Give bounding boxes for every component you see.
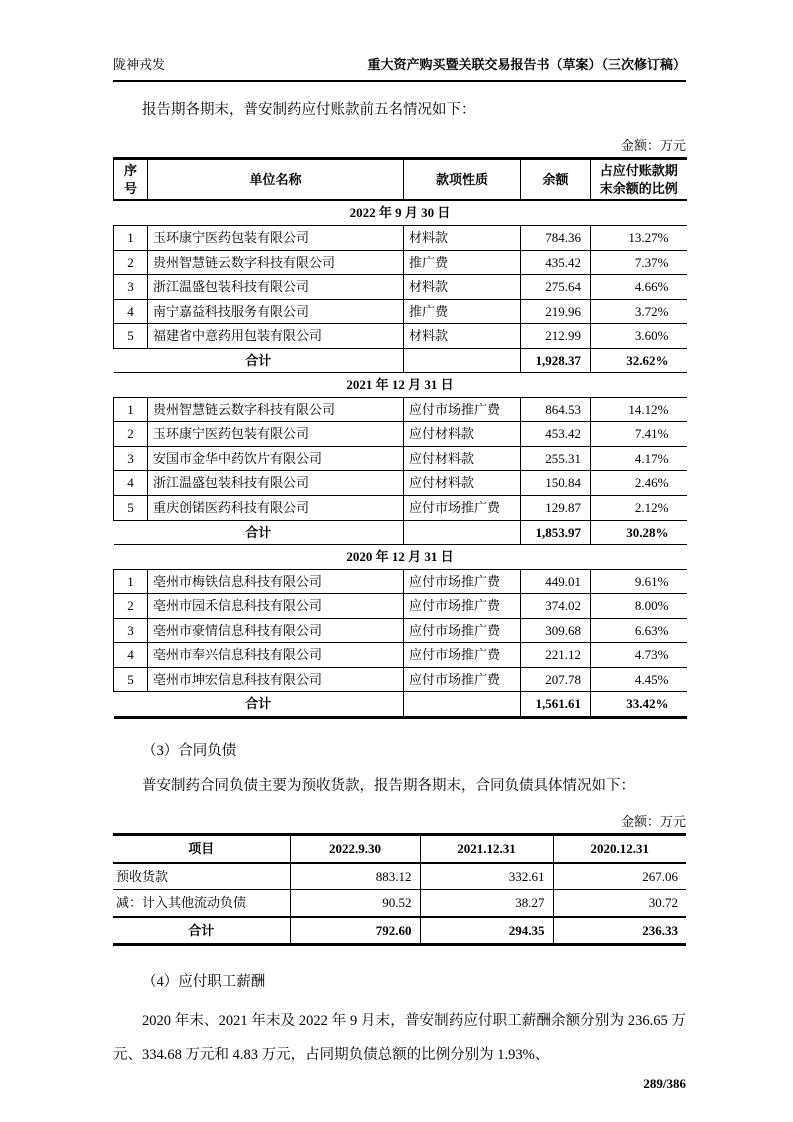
total-value-2022: 792.60 — [290, 917, 420, 945]
section4-heading: （4）应付职工薪酬 — [142, 974, 266, 991]
cell-seq: 1 — [114, 397, 148, 422]
cell-company: 亳州市豪情信息科技有限公司 — [148, 618, 404, 643]
total-empty-cell — [404, 348, 521, 373]
cell-ratio: 4.66% — [591, 275, 687, 300]
contract-liabilities-table — [113, 833, 686, 946]
cell-company: 浙江温盛包装科技有限公司 — [148, 471, 404, 496]
cell-nature: 材料款 — [404, 225, 521, 250]
cell-seq: 5 — [114, 324, 148, 349]
cell-seq: 4 — [114, 643, 148, 668]
table-row — [114, 471, 687, 496]
col-header-nature: 款项性质 — [404, 159, 521, 201]
cell-company: 福建省中意药用包装有限公司 — [148, 324, 404, 349]
section3-heading: （3）合同负债 — [142, 742, 237, 759]
header-document-title: 重大资产购买暨关联交易报告书（草案）（三次修订稿） — [367, 57, 686, 72]
total-value-2020: 236.33 — [553, 917, 686, 945]
cell-balance: 255.31 — [521, 446, 591, 471]
cell-seq: 1 — [114, 569, 148, 594]
total-label: 合计 — [113, 917, 290, 945]
cell-seq: 2 — [114, 422, 148, 447]
cell-ratio: 8.00% — [591, 594, 687, 619]
cell-ratio: 7.41% — [591, 422, 687, 447]
col-header-seq-line1: 序 — [123, 163, 137, 179]
table-row — [114, 667, 687, 692]
cell-nature: 材料款 — [404, 275, 521, 300]
col-header-item: 项目 — [113, 835, 290, 863]
total-empty-cell — [404, 692, 521, 718]
section-date: 2020 年 12 月 31 日 — [114, 545, 687, 570]
total-balance: 1,853.97 — [521, 520, 591, 545]
col-header-2021: 2021.12.31 — [420, 835, 553, 863]
cell-ratio: 2.46% — [591, 471, 687, 496]
cell-balance: 207.78 — [521, 667, 591, 692]
running-header — [113, 0, 686, 82]
cell-seq: 5 — [114, 667, 148, 692]
cell-ratio: 6.63% — [591, 618, 687, 643]
cell-ratio: 4.73% — [591, 643, 687, 668]
cell-balance: 864.53 — [521, 397, 591, 422]
cell-company: 亳州市梅铁信息科技有限公司 — [148, 569, 404, 594]
cell-nature: 应付市场推广费 — [404, 569, 521, 594]
cell-balance: 453.42 — [521, 422, 591, 447]
section-date-row — [114, 373, 687, 398]
table-row — [114, 569, 687, 594]
total-ratio: 30.28% — [591, 520, 687, 545]
payables-header-row — [114, 159, 687, 201]
total-row — [114, 692, 687, 718]
total-value-2021: 294.35 — [420, 917, 553, 945]
cell-seq: 4 — [114, 299, 148, 324]
cell-balance: 212.99 — [521, 324, 591, 349]
cell-balance: 784.36 — [521, 225, 591, 250]
cell-seq: 3 — [114, 618, 148, 643]
section-date-row — [114, 545, 687, 570]
cell-balance: 374.02 — [521, 594, 591, 619]
table-row — [114, 594, 687, 619]
cell-item: 预收货款 — [113, 863, 290, 890]
cell-ratio: 9.61% — [591, 569, 687, 594]
cell-company: 玉环康宁医药包装有限公司 — [148, 422, 404, 447]
cell-value-2020: 267.06 — [553, 863, 686, 890]
total-row — [114, 520, 687, 545]
col-header-seq-line2: 号 — [123, 180, 137, 196]
col-header-company: 单位名称 — [148, 159, 404, 201]
cell-ratio: 14.12% — [591, 397, 687, 422]
col-header-balance: 余额 — [521, 159, 591, 201]
section3-paragraph: 普安制药合同负债主要为预收货款，报告期各期末，合同负债具体情况如下： — [142, 777, 635, 794]
cell-ratio: 2.12% — [591, 496, 687, 521]
cell-balance: 219.96 — [521, 299, 591, 324]
total-balance: 1,928.37 — [521, 348, 591, 373]
cell-seq: 2 — [114, 250, 148, 275]
total-row — [113, 917, 686, 945]
cell-nature: 推广费 — [404, 299, 521, 324]
table-row — [114, 618, 687, 643]
cell-company: 贵州智慧链云数字科技有限公司 — [148, 397, 404, 422]
cell-company: 贵州智慧链云数字科技有限公司 — [148, 250, 404, 275]
cell-balance: 221.12 — [521, 643, 591, 668]
table-row — [114, 250, 687, 275]
cell-ratio: 3.60% — [591, 324, 687, 349]
cell-ratio: 4.45% — [591, 667, 687, 692]
table-row — [113, 890, 686, 917]
cell-seq: 4 — [114, 471, 148, 496]
col-header-seq — [114, 159, 148, 201]
cell-seq: 2 — [114, 594, 148, 619]
cell-balance: 150.84 — [521, 471, 591, 496]
contract-header-row — [113, 835, 686, 863]
cell-nature: 应付材料款 — [404, 446, 521, 471]
cell-company: 亳州市奉兴信息科技有限公司 — [148, 643, 404, 668]
cell-value-2020: 30.72 — [553, 890, 686, 917]
cell-balance: 309.68 — [521, 618, 591, 643]
section4-paragraph: 2020 年末、2021 年末及 2022 年 9 月末，普安制药应付职工薪酬余额分别为 236.65 万元、334.68 万元和 4.83 万元，占同期负债总额的比例分别为 1.93%、 — [113, 1013, 686, 1063]
cell-company: 安国市金华中药饮片有限公司 — [148, 446, 404, 471]
intro-paragraph: 报告期各期末，普安制药应付账款前五名情况如下： — [142, 102, 476, 118]
total-row — [114, 348, 687, 373]
section-date: 2021 年 12 月 31 日 — [114, 373, 687, 398]
cell-company: 玉环康宁医药包装有限公司 — [148, 225, 404, 250]
col-header-2022: 2022.9.30 — [290, 835, 420, 863]
page-number: 289/386 — [643, 1076, 686, 1092]
cell-nature: 应付市场推广费 — [404, 496, 521, 521]
total-ratio: 33.42% — [591, 692, 687, 718]
cell-nature: 应付材料款 — [404, 471, 521, 496]
cell-seq: 1 — [114, 225, 148, 250]
cell-value-2021: 38.27 — [420, 890, 553, 917]
cell-nature: 应付市场推广费 — [404, 594, 521, 619]
cell-value-2021: 332.61 — [420, 863, 553, 890]
table-row — [114, 275, 687, 300]
cell-nature: 应付市场推广费 — [404, 643, 521, 668]
table-row — [114, 299, 687, 324]
col-header-ratio-line2: 末余额的比例 — [599, 180, 678, 196]
cell-nature: 应付材料款 — [404, 422, 521, 447]
cell-company: 亳州市园禾信息科技有限公司 — [148, 594, 404, 619]
total-label: 合计 — [114, 520, 404, 545]
cell-company: 重庆创锘医药科技有限公司 — [148, 496, 404, 521]
cell-nature: 材料款 — [404, 324, 521, 349]
table-row — [114, 422, 687, 447]
cell-seq: 3 — [114, 446, 148, 471]
cell-value-2022: 90.52 — [290, 890, 420, 917]
table-row — [114, 225, 687, 250]
cell-balance: 275.64 — [521, 275, 591, 300]
table-row — [114, 496, 687, 521]
table-row — [114, 643, 687, 668]
table-row — [114, 397, 687, 422]
section-date-row — [114, 200, 687, 225]
col-header-2020: 2020.12.31 — [553, 835, 686, 863]
header-company-name: 陇神戎发 — [113, 57, 166, 72]
total-label: 合计 — [114, 692, 404, 718]
payables-table — [113, 157, 687, 719]
cell-item: 减：计入其他流动负债 — [113, 890, 290, 917]
cell-seq: 5 — [114, 496, 148, 521]
cell-ratio: 7.37% — [591, 250, 687, 275]
cell-balance: 449.01 — [521, 569, 591, 594]
cell-balance: 129.87 — [521, 496, 591, 521]
section-date: 2022 年 9 月 30 日 — [114, 200, 687, 225]
cell-nature: 推广费 — [404, 250, 521, 275]
cell-value-2022: 883.12 — [290, 863, 420, 890]
cell-balance: 435.42 — [521, 250, 591, 275]
unit-label-contract: 金额：万元 — [620, 814, 686, 830]
total-balance: 1,561.61 — [521, 692, 591, 718]
cell-company: 南宁嘉益科技服务有限公司 — [148, 299, 404, 324]
cell-ratio: 3.72% — [591, 299, 687, 324]
col-header-ratio-line1: 占应付账款期 — [599, 163, 678, 179]
table-row — [114, 446, 687, 471]
cell-company: 亳州市坤宏信息科技有限公司 — [148, 667, 404, 692]
col-header-ratio — [591, 159, 687, 201]
table-row — [113, 863, 686, 890]
cell-nature: 应付市场推广费 — [404, 618, 521, 643]
table-row — [114, 324, 687, 349]
cell-ratio: 4.17% — [591, 446, 687, 471]
cell-ratio: 13.27% — [591, 225, 687, 250]
cell-seq: 3 — [114, 275, 148, 300]
cell-nature: 应付市场推广费 — [404, 667, 521, 692]
total-ratio: 32.62% — [591, 348, 687, 373]
total-label: 合计 — [114, 348, 404, 373]
cell-company: 浙江温盛包装科技有限公司 — [148, 275, 404, 300]
total-empty-cell — [404, 520, 521, 545]
cell-nature: 应付市场推广费 — [404, 397, 521, 422]
unit-label-payables: 金额：万元 — [620, 138, 686, 154]
